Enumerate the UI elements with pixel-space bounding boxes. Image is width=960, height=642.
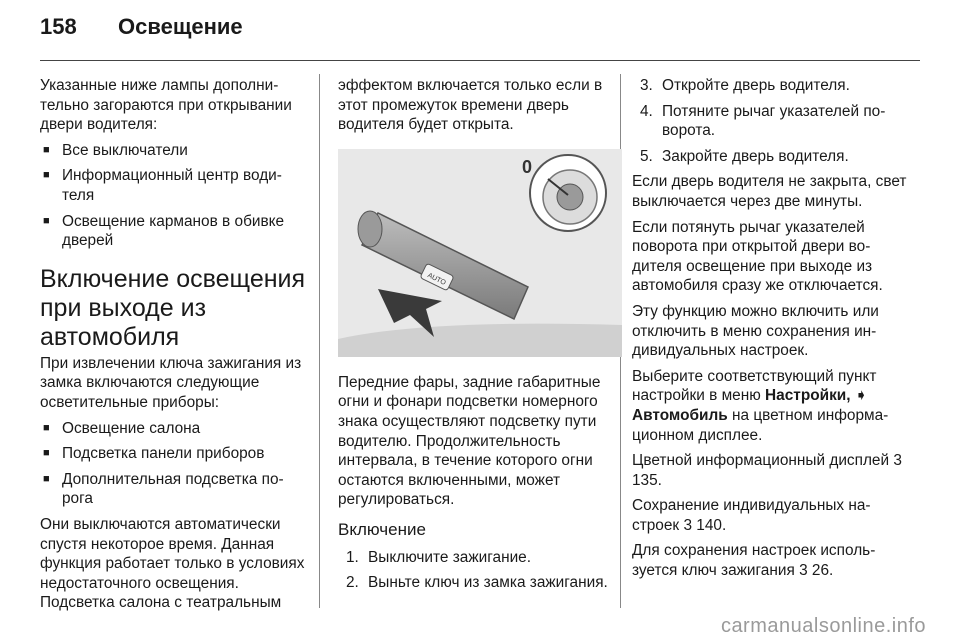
list-item: ■ Все выключатели — [40, 141, 306, 161]
paragraph: Если дверь водителя не закрыта, свет выключается через две минуты. — [632, 173, 907, 210]
list-item: 3. Откройте дверь водителя. — [640, 77, 850, 94]
list-item: ■ Подсветка панели приборов — [40, 444, 306, 464]
watermark: carmanualsonline.info — [720, 615, 926, 637]
list-item: ■ Освещение салона — [40, 419, 306, 439]
page-title: Освещение — [118, 14, 243, 39]
page-header — [40, 14, 243, 50]
paragraph: эффектом включается только если в этот промежуток времени дверь водителя будет открыта. — [338, 77, 603, 134]
list-item: 2. Выньте ключ из замка зажигания. — [346, 574, 608, 592]
steps-list — [632, 76, 910, 166]
header-rule — [40, 60, 920, 61]
column-1 — [40, 76, 306, 619]
lever-illustration — [338, 149, 622, 357]
column-2 — [338, 76, 608, 599]
figure-symbol: 0 — [522, 156, 533, 177]
list-item: ■ Освещение карманов в обивке дверей — [40, 212, 306, 251]
auto-button-label: AUTO — [426, 271, 447, 287]
intro-paragraph: Указанные ниже лампы дополнительно загораются при открывании двери водителя: — [40, 77, 292, 134]
column-3 — [632, 76, 910, 587]
menu-name-settings: Настройки — [765, 387, 847, 405]
paragraph: При извлечении ключа зажигания из замка включаются следующие осветительные приборы: — [40, 354, 302, 411]
steps-list — [338, 548, 608, 593]
paragraph: Если потянуть рычаг указателей поворота при открытой двери водителя освещение при выходе из автомобиля сразу же отключается. — [632, 218, 883, 295]
lamp-list — [40, 141, 306, 251]
paragraph: Для сохранения настроек используется ключ зажигания 3 26. — [632, 542, 876, 580]
device-list — [40, 419, 306, 509]
paragraph: Выберите соответствующий пункт настройки в меню Настройки, ➧ Автомобиль на цветном информационном дисплее. — [632, 367, 889, 444]
section-heading: Включение освещения при выходе из автомобиля — [40, 264, 306, 351]
paragraph: Передние фары, задние габаритные огни и фонари подсветки номерного знака осуществляют подсветку пути водителю. Продолжительность интервала, в течение которого огни остаются включенными, может регулироваться. — [338, 373, 601, 509]
paragraph: Они выключаются автоматически спустя некоторое время. Данная функция работает только в условиях недостаточного освещения. Подсветка салона с театральным — [40, 515, 305, 612]
page-reference[interactable]: 3 140. — [683, 516, 727, 534]
list-item: 1. Выключите зажигание. — [346, 548, 532, 566]
column-divider-1 — [319, 74, 320, 608]
turn-signal-lever-icon — [338, 149, 622, 357]
list-item: 5. Закройте дверь водителя. — [640, 147, 849, 165]
list-item: ■ Информационный центр водителя — [40, 166, 306, 205]
list-item: ■ Дополнительная подсветка порога — [40, 470, 306, 509]
page-reference[interactable]: 3 26. — [799, 562, 834, 580]
page-reference[interactable]: 3 135. — [632, 452, 902, 489]
subsection-heading: Включение — [338, 519, 426, 539]
paragraph: Эту функцию можно включить или отключить в меню сохранения индивидуальных настроек. — [632, 302, 879, 360]
page-number: 158 — [40, 14, 77, 39]
menu-name-vehicle: Автомобиль — [632, 406, 728, 424]
paragraph: Цветной информационный дисплей 3 135. — [632, 452, 902, 489]
list-item: 4. Потяните рычаг указателей поворота. — [640, 102, 886, 140]
paragraph: Сохранение индивидуальных настроек 3 140. — [632, 497, 871, 534]
